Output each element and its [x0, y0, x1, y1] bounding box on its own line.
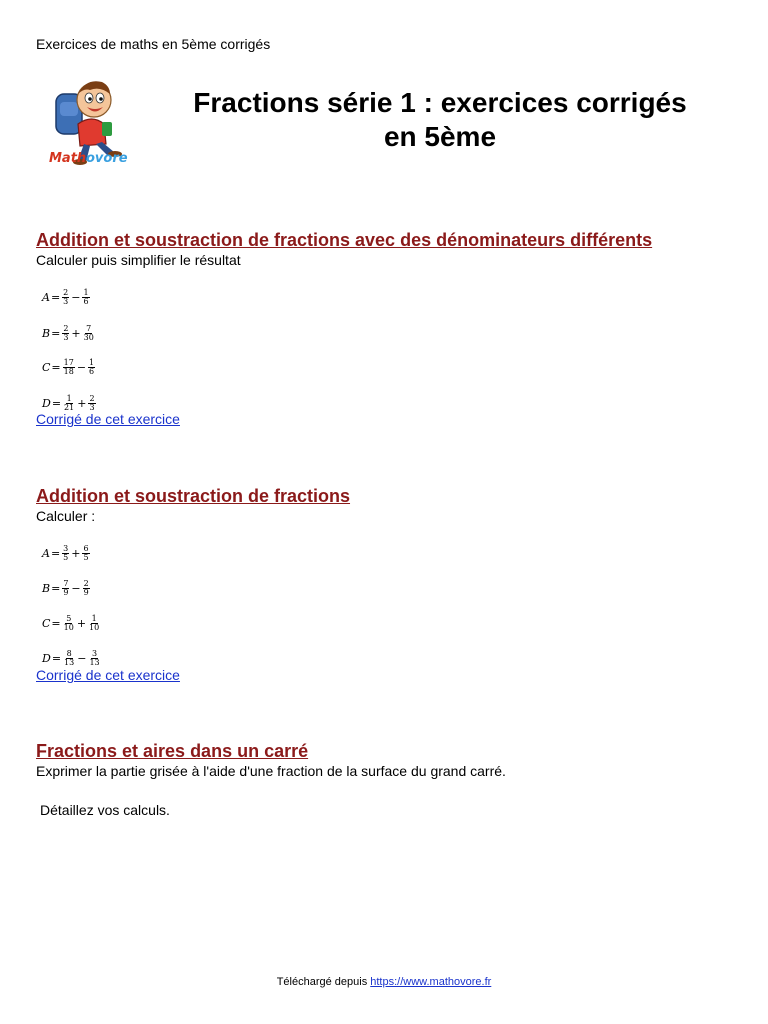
equation: C = $\frac{5}{10}$ + $\frac{1}{10}$	[42, 614, 100, 632]
section-heading: Addition et soustraction de fractions avec des dénominateurs différents	[36, 230, 653, 250]
corrige-link[interactable]: Corrigé de cet exercice	[36, 411, 180, 427]
equation: D = $\frac{1}{21}$ + $\frac{2}{3}$	[42, 394, 95, 412]
footer-link[interactable]: https://www.mathovore.fr	[370, 976, 492, 988]
page-title-line1: Fractions série 1 : exercices corrigés	[193, 87, 687, 118]
equation: A = $\frac{2}{3}$ − $\frac{1}{6}$	[42, 288, 89, 306]
svg-text:ovore: ovore	[86, 151, 128, 166]
page-footer	[0, 976, 768, 988]
mathovore-logo	[44, 74, 144, 170]
section-heading: Fractions et aires dans un carré	[36, 741, 309, 761]
section-instruction: Calculer :	[36, 508, 96, 524]
section-exercise-2	[36, 485, 736, 685]
equation: D = $\frac{8}{13}$ − $\frac{3}{13}$	[42, 649, 100, 667]
page-title-line2: en 5ème	[383, 121, 497, 152]
equation: B = $\frac{2}{3}$ + $\frac{7}{30}$	[42, 324, 94, 342]
equation: B = $\frac{7}{9}$ − $\frac{2}{9}$	[42, 579, 89, 597]
equation: C = $\frac{17}{18}$ − $\frac{1}{6}$	[42, 358, 95, 376]
svg-text:Math: Math	[49, 151, 87, 166]
equation: A = $\frac{3}{5}$ + $\frac{6}{5}$	[42, 544, 89, 562]
detail-text: Détaillez vos calculs.	[40, 802, 170, 818]
section-exercise-1	[36, 229, 736, 429]
page-header: Exercices de maths en 5ème corrigés	[36, 36, 271, 52]
page-title	[150, 86, 730, 154]
section-instruction: Exprimer la partie grisée à l'aide d'une fraction de la surface du grand carré.	[36, 763, 506, 779]
section-instruction: Calculer puis simplifier le résultat	[36, 252, 241, 268]
footer-text: Téléchargé depuis	[276, 976, 371, 988]
corrige-link[interactable]: Corrigé de cet exercice	[36, 667, 180, 683]
section-heading: Addition et soustraction de fractions	[36, 486, 351, 506]
section-exercise-3	[36, 740, 736, 830]
